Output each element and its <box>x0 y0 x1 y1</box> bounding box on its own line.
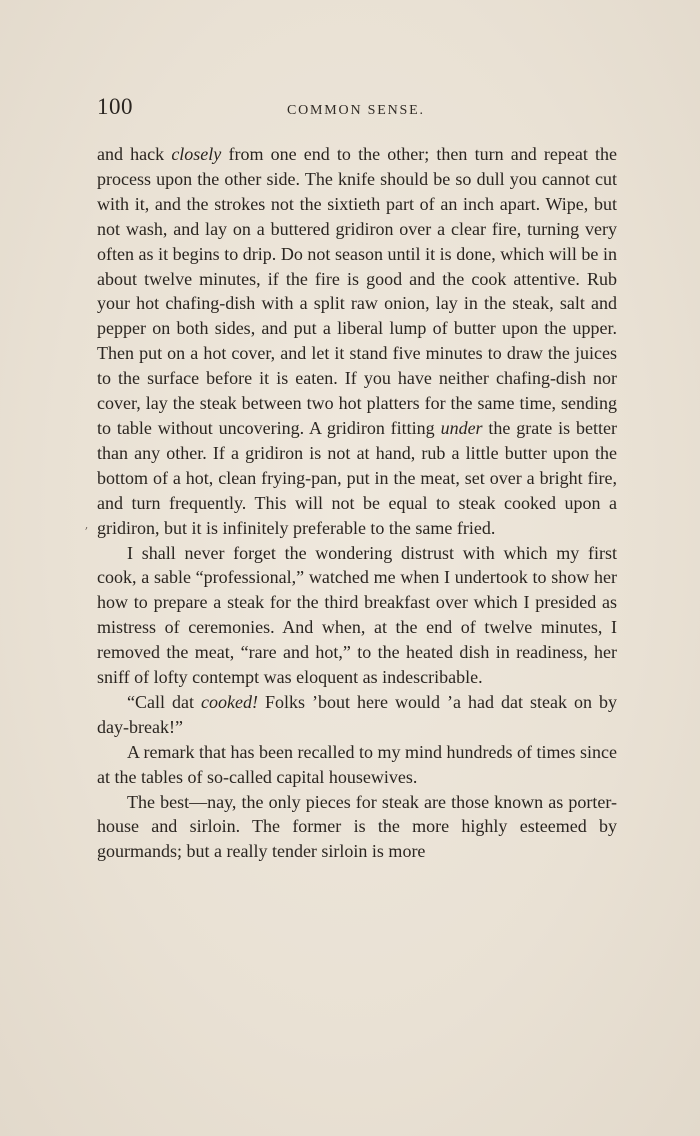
paragraph <box>97 740 617 790</box>
text-run: I shall never forget the wondering distrust with which my first cook, a sable “professional,” watched me when I undertook to show her how to prepare a steak for the third breakfast over which I presided as mistress of ceremonies. And when, at the end of twelve minutes, I removed the meat, “rare and hot,” to the heated dish in readiness, her sniff of lofty contempt was eloquent as indescribable. <box>97 542 617 688</box>
text-run: the grate is better than any other. If a gridiron is not at hand, rub a little butter upon the bottom of a hot, clean frying-pan, put in the meat, set over a bright fire, and turn frequently. This will not be equal to steak cooked upon a gridiron, but it is infinitely preferable to the same fried. <box>97 417 617 538</box>
italic-text: under <box>440 417 483 438</box>
text-run: The best—nay, the only pieces for steak are those known as porter-house and sirloin. The former is the more highly esteemed by gourmands; but a really tender sirloin is more <box>97 791 617 862</box>
stray-mark: ʼ <box>84 525 88 539</box>
paragraph <box>97 541 617 690</box>
running-title: COMMON SENSE. <box>287 103 425 118</box>
text-run: “Call dat <box>127 691 201 712</box>
italic-text: closely <box>171 144 222 164</box>
text-run: A remark that has been recalled to my mind hundreds of times since at the tables of so-called capital housewives. <box>97 741 617 787</box>
text-run: and hack <box>97 144 172 164</box>
paragraph <box>97 142 617 541</box>
body-text <box>97 142 617 864</box>
text-run: from one end to the other; then turn and repeat the process upon the other side. The knife should be so dull you cannot cut with it, and the strokes not the sixtieth part of an inch apart. Wipe, but not wash, and lay on a buttered gridiron over a clear fire, turning very often as it begins to drip. Do not season until it is done, which will be in about twelve minutes, if the fire is good and the cook attentive. Rub your hot chafing-dish with a split raw onion, lay in the steak, salt and pepper on both sides, and put a liberal lump of butter upon the upper. Then put on a hot cover, and let it stand five minutes to draw the juices to the surface before it is eaten. If you have neither chafing-dish nor cover, lay the steak between two hot platters for the same time, sending to table without uncovering. A gridiron fitting <box>97 144 618 438</box>
italic-text: cooked! <box>201 691 258 712</box>
text-run: Folks ’bout here would ’a had dat steak on by day-break!” <box>97 691 617 737</box>
page-header <box>97 94 617 124</box>
page-number: 100 <box>97 94 133 119</box>
paragraph <box>97 790 617 865</box>
paragraph <box>97 690 617 740</box>
